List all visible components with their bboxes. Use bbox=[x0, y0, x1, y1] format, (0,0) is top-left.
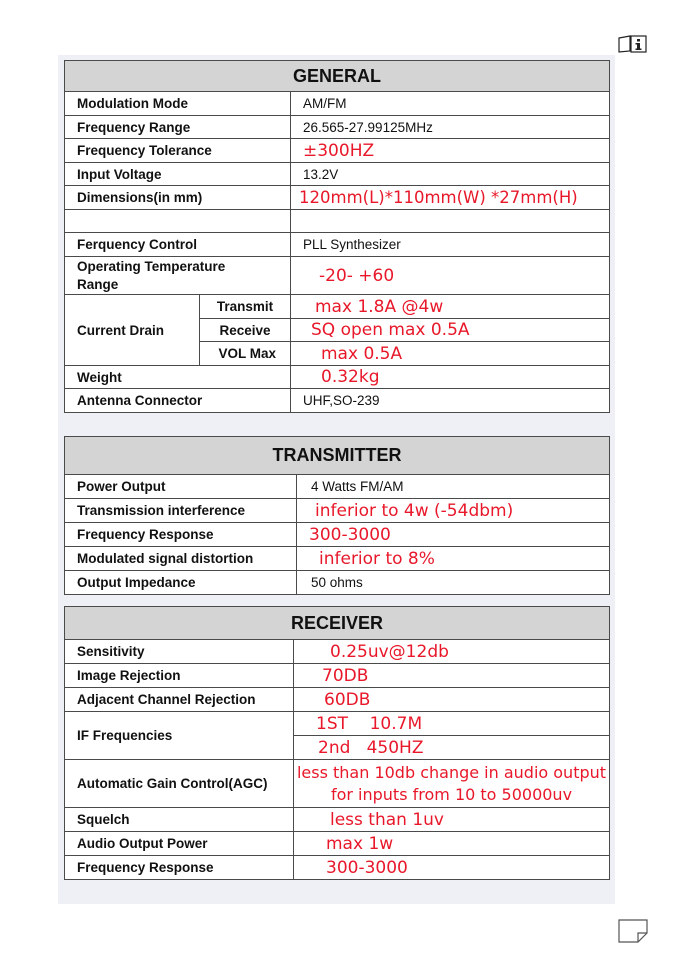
power-output-label: Power Output bbox=[65, 475, 297, 499]
modulation-mode-value: AM/FM bbox=[291, 92, 610, 116]
table-row bbox=[65, 712, 610, 736]
adjacent-channel-rejection-label: Adjacent Channel Rejection bbox=[65, 688, 294, 712]
table-row bbox=[65, 186, 610, 210]
ferquency-control-label: Ferquency Control bbox=[65, 233, 291, 257]
output-impedance-label: Output Impedance bbox=[65, 571, 297, 595]
transmit-value: max 1.8A @4w bbox=[291, 295, 610, 319]
squelch-value: less than 1uv bbox=[294, 808, 610, 832]
weight-value: 0.32kg bbox=[291, 366, 610, 389]
transmitter-title: TRANSMITTER bbox=[65, 437, 610, 475]
output-impedance-value: 50 ohms bbox=[297, 571, 610, 595]
receiver-table bbox=[64, 606, 610, 880]
squelch-label: Squelch bbox=[65, 808, 294, 832]
table-row bbox=[65, 116, 610, 139]
tx-frequency-response-value: 300-3000 bbox=[297, 523, 610, 547]
agc-value: less than 10db change in audio output for inputs from 10 to 50000uv bbox=[294, 760, 610, 808]
weight-label: Weight bbox=[65, 366, 291, 389]
empty-row bbox=[65, 210, 610, 233]
table-row bbox=[65, 856, 610, 880]
table-row bbox=[65, 523, 610, 547]
table-row bbox=[65, 366, 610, 389]
tx-frequency-response-label: Frequency Response bbox=[65, 523, 297, 547]
agc-label: Automatic Gain Control(AGC) bbox=[65, 760, 294, 808]
dimensions-value: 120mm(L)*110mm(W) *27mm(H) bbox=[291, 186, 610, 210]
ferquency-control-value: PLL Synthesizer bbox=[291, 233, 610, 257]
receive-value: SQ open max 0.5A bbox=[291, 319, 610, 342]
operating-temperature-value: -20- +60 bbox=[291, 257, 610, 295]
table-row bbox=[65, 571, 610, 595]
transmitter-table bbox=[64, 436, 610, 595]
if-frequencies-label: IF Frequencies bbox=[65, 712, 294, 760]
rx-frequency-response-label: Frequency Response bbox=[65, 856, 294, 880]
frequency-tolerance-value: ±300HZ bbox=[291, 139, 610, 163]
receive-label: Receive bbox=[200, 319, 291, 342]
image-rejection-value: 70DB bbox=[294, 664, 610, 688]
input-voltage-label: Input Voltage bbox=[65, 163, 291, 186]
image-rejection-label: Image Rejection bbox=[65, 664, 294, 688]
table-row bbox=[65, 163, 610, 186]
frequency-range-value: 26.565-27.99125MHz bbox=[291, 116, 610, 139]
general-table bbox=[64, 60, 610, 413]
table-row bbox=[65, 389, 610, 413]
vol-max-value: max 0.5A bbox=[291, 342, 610, 366]
table-row bbox=[65, 139, 610, 163]
table-row bbox=[65, 233, 610, 257]
dimensions-label: Dimensions(in mm) bbox=[65, 186, 291, 210]
table-row bbox=[65, 760, 610, 808]
modulated-signal-distortion-value: inferior to 8% bbox=[297, 547, 610, 571]
table-row bbox=[65, 832, 610, 856]
rx-frequency-response-value: 300-3000 bbox=[294, 856, 610, 880]
if-first-value: 1ST 10.7M bbox=[294, 712, 610, 736]
info-icon[interactable] bbox=[617, 35, 647, 53]
table-row bbox=[65, 640, 610, 664]
transmission-interference-label: Transmission interference bbox=[65, 499, 297, 523]
general-title: GENERAL bbox=[65, 61, 610, 92]
vol-max-label: VOL Max bbox=[200, 342, 291, 366]
input-voltage-value: 13.2V bbox=[291, 163, 610, 186]
modulated-signal-distortion-label: Modulated signal distortion bbox=[65, 547, 297, 571]
audio-output-power-label: Audio Output Power bbox=[65, 832, 294, 856]
sensitivity-label: Sensitivity bbox=[65, 640, 294, 664]
sensitivity-value: 0.25uv@12db bbox=[294, 640, 610, 664]
transmission-interference-value: inferior to 4w (-54dbm) bbox=[297, 499, 610, 523]
table-row bbox=[65, 257, 610, 295]
table-row bbox=[65, 688, 610, 712]
receiver-title: RECEIVER bbox=[65, 607, 610, 640]
table-row bbox=[65, 295, 610, 319]
adjacent-channel-rejection-value: 60DB bbox=[294, 688, 610, 712]
frequency-tolerance-label: Frequency Tolerance bbox=[65, 139, 291, 163]
table-row bbox=[65, 92, 610, 116]
antenna-connector-value: UHF,SO-239 bbox=[291, 389, 610, 413]
transmit-label: Transmit bbox=[200, 295, 291, 319]
table-row bbox=[65, 475, 610, 499]
table-row bbox=[65, 499, 610, 523]
operating-temperature-label: Operating Temperature Range bbox=[65, 257, 291, 295]
antenna-connector-label: Antenna Connector bbox=[65, 389, 291, 413]
table-row bbox=[65, 808, 610, 832]
if-second-value: 2nd 450HZ bbox=[294, 736, 610, 760]
power-output-value: 4 Watts FM/AM bbox=[297, 475, 610, 499]
current-drain-label: Current Drain bbox=[65, 295, 200, 366]
frequency-range-label: Frequency Range bbox=[65, 116, 291, 139]
table-row bbox=[65, 664, 610, 688]
table-row bbox=[65, 547, 610, 571]
page-corner-icon[interactable] bbox=[618, 919, 648, 943]
modulation-mode-label: Modulation Mode bbox=[65, 92, 291, 116]
audio-output-power-value: max 1w bbox=[294, 832, 610, 856]
